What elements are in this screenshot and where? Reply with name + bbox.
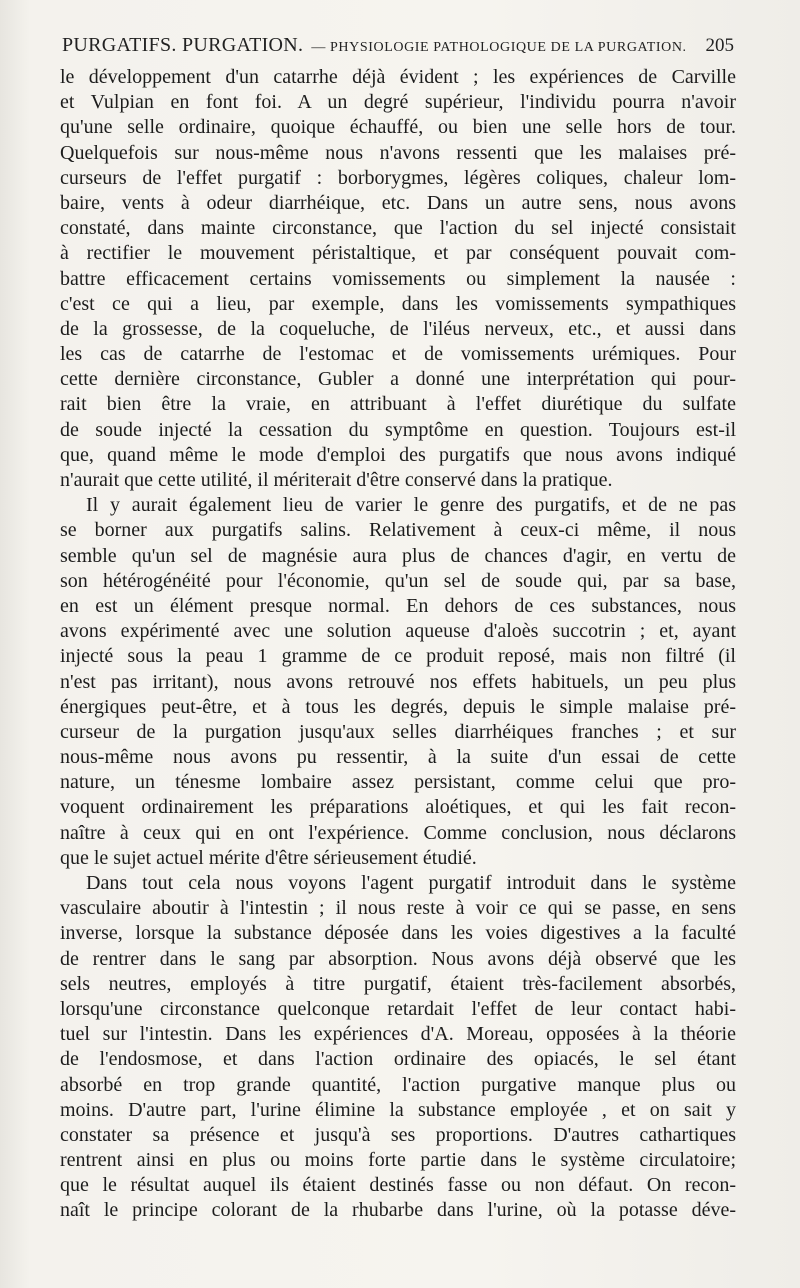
text-line: nous-même nous avons pu ressentir, à la suite d'un essai de cette	[60, 746, 736, 769]
text-line: de soude injecté la cessation du symptôme en question. Toujours est-il	[60, 418, 736, 441]
text-line: n'est pas irritant), nous avons retrouvé nos effets habituels, un peu plus	[60, 670, 736, 693]
running-subtitle: — PHYSIOLOGIE PATHOLOGIQUE DE LA PURGATION.	[311, 40, 687, 55]
text-line: c'est ce qui a lieu, par exemple, dans les vomissements sympathiques	[60, 292, 736, 315]
text-line: en est un élément presque normal. En dehors de ces substances, nous	[60, 594, 736, 617]
text-line: injecté sous la peau 1 gramme de ce produit reposé, mais non filtré (il	[60, 645, 736, 668]
page-number: 205	[705, 35, 734, 56]
text-line: son hétérogénéité pour l'économie, qu'un sel de soude qui, par sa base,	[60, 569, 736, 592]
text-line: nature, un ténesme lombaire assez persistant, comme celui que pro-	[60, 771, 736, 794]
text-line: semble qu'un sel de magnésie aura plus de chances d'agir, en vertu de	[60, 544, 736, 567]
text-line: les cas de catarrhe de l'estomac et de vomissements urémiques. Pour	[60, 343, 736, 366]
text-line: de l'endosmose, et dans l'action ordinaire des opiacés, le sel étant	[60, 1048, 736, 1071]
text-line: naît le principe colorant de la rhubarbe dans l'urine, où la potasse déve-	[60, 1199, 736, 1222]
text-line: curseur de la purgation jusqu'aux selles diarrhéiques franches ; et sur	[60, 720, 736, 743]
text-line: tuel sur l'intestin. Dans les expériences d'A. Moreau, opposées à la théorie	[60, 1023, 736, 1046]
text-line: battre efficacement certains vomissements ou simplement la nausée :	[60, 267, 736, 290]
text-line: Quelquefois sur nous-même nous n'avons ressenti que les malaises pré-	[60, 141, 736, 164]
text-line: absorbé en trop grande quantité, l'action purgative manque plus ou	[60, 1073, 736, 1096]
text-line: de rentrer dans le sang par absorption. Nous avons déjà observé que les	[60, 947, 736, 970]
running-title: PURGATIFS. PURGATION.	[62, 34, 304, 56]
text-line: constater sa présence et jusqu'à ses proportions. D'autres cathartiques	[60, 1123, 736, 1146]
text-line: cette dernière circonstance, Gubler a donné une interprétation qui pour-	[60, 368, 736, 391]
text-line: qu'une selle ordinaire, quoique échauffé, ou bien une selle hors de tour.	[60, 116, 736, 139]
text-line: curseurs de l'effet purgatif : borborygmes, légères coliques, chaleur lom-	[60, 166, 736, 189]
text-line: inverse, lorsque la substance déposée dans les voies digestives a la faculté	[60, 922, 736, 945]
body-text	[60, 65, 736, 1224]
text-line: à rectifier le mouvement péristaltique, et par conséquent pouvait com-	[60, 242, 736, 265]
text-line: naître à ceux qui en ont l'expérience. Comme conclusion, nous déclarons	[60, 821, 736, 844]
text-line: constaté, dans mainte circonstance, que l'action du sel injecté consistait	[60, 217, 736, 240]
text-line: lorsqu'une circonstance quelconque retardait l'effet de leur contact habi-	[60, 997, 736, 1020]
text-line: avons expérimenté avec une solution aqueuse d'aloès succotrin ; et, ayant	[60, 620, 736, 643]
text-line: baire, vents à odeur diarrhéique, etc. Dans un autre sens, nous avons	[60, 191, 736, 214]
text-line: n'aurait que cette utilité, il mériterait d'être conservé dans la pratique.	[60, 469, 613, 491]
paragraph	[60, 871, 736, 1224]
text-line: rentrent ainsi en plus ou moins forte partie dans le système circulatoire;	[60, 1149, 736, 1172]
text-line: vasculaire aboutir à l'intestin ; il nous reste à voir ce qui se passe, en sens	[60, 897, 736, 920]
text-line: que le sujet actuel mérite d'être sérieusement étudié.	[60, 846, 477, 869]
text-line: le développement d'un catarrhe déjà évident ; les expériences de Carville	[60, 66, 736, 88]
running-header	[62, 34, 734, 64]
text-line: que le résultat auquel ils étaient destinés fasse ou non défaut. On recon-	[60, 1174, 736, 1197]
text-line: que, quand même le mode d'emploi des purgatifs que nous avons indiqué	[60, 443, 736, 466]
paragraph	[60, 493, 736, 871]
paragraph	[60, 65, 736, 493]
text-line: rait bien être la vraie, en attribuant à l'effet diurétique du sulfate	[60, 393, 736, 416]
text-line: se borner aux purgatifs salins. Relativement à ceux-ci même, il nous	[60, 519, 736, 542]
text-line: Il y aurait également lieu de varier le genre des purgatifs, et de ne pas	[86, 494, 736, 517]
text-line: sels neutres, employés à titre purgatif, étaient très-facilement absorbés,	[60, 972, 736, 995]
text-line: énergiques peut-être, et à tous les degrés, depuis le simple malaise pré-	[60, 695, 736, 718]
text-line: Dans tout cela nous voyons l'agent purgatif introduit dans le système	[86, 872, 736, 894]
text-line: voquent ordinairement les préparations aloétiques, et qui les fait recon-	[60, 796, 736, 819]
text-line: moins. D'autre part, l'urine élimine la substance employée , et on sait y	[60, 1098, 736, 1121]
text-line: et Vulpian en font foi. A un degré supérieur, l'individu pourra n'avoir	[60, 91, 736, 114]
text-line: de la grossesse, de la coqueluche, de l'iléus nerveux, etc., et aussi dans	[60, 317, 736, 340]
